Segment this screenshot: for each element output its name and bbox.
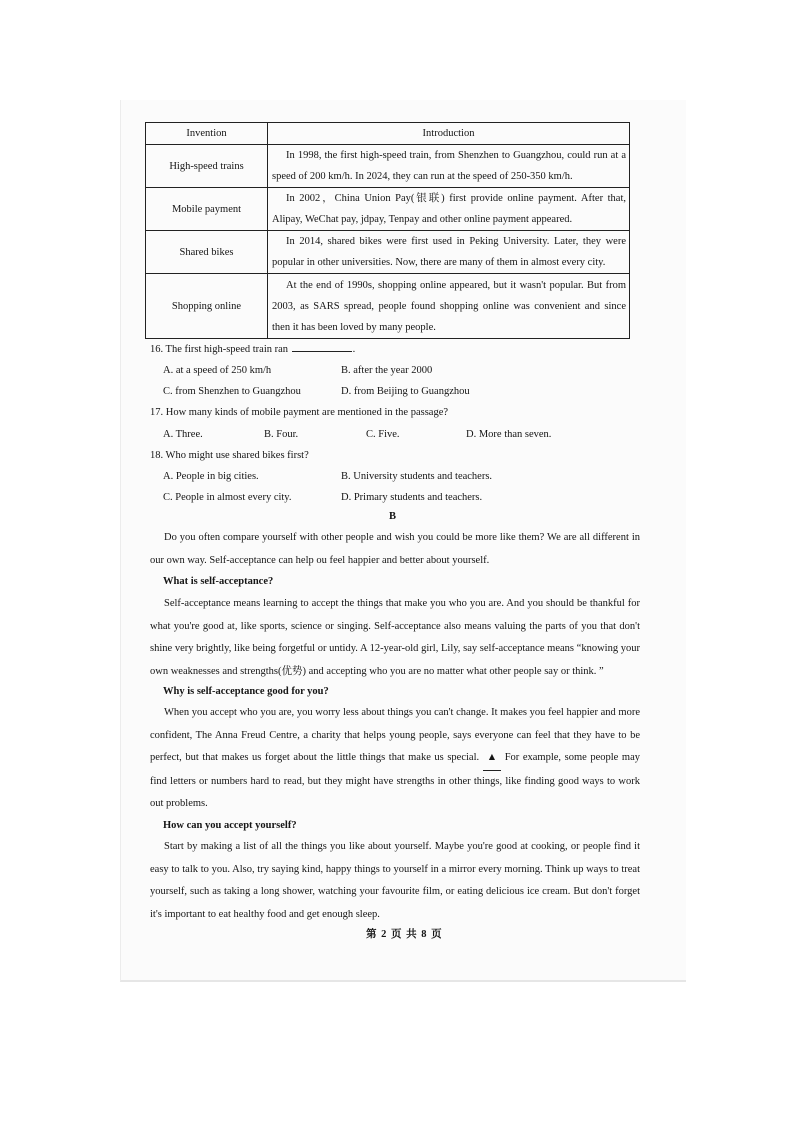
intro-paragraph [150,527,640,572]
option-b: B. after the year 2000 [341,365,433,376]
invention-name: Mobile payment [146,188,268,231]
paragraph-text: For example, some people may find letters or numbers hard to read, but they might have strengths in other things, like finding good ways to work out problems. [150,752,640,810]
paragraph-what-is [150,593,640,683]
intro-text: In 1998, the first high-speed train, from Shenzhen to Guangzhou, could run at a speed of 200 km/h. In 2024, they can run at the speed of 250-350 km/h. [272,150,626,182]
option-a: A. at a speed of 250 km/h [163,365,272,376]
intro-text: At the end of 1990s, shopping online appeared, but it wasn't popular. But from 2003, as SARS spread, people found shopping online was convenient and since then it has been loved by many people. [272,279,626,333]
option-b: B. Four. [264,429,299,440]
column-header-invention: Invention [146,123,268,145]
inventions-table [145,122,630,339]
invention-intro [268,274,630,339]
heading-what-is: What is self-acceptance? [163,576,274,587]
page-number: 第 2 页 共 8 页 [366,929,443,940]
table-row [146,188,630,231]
paragraph-text: Do you often compare yourself with other people and wish you could be more like them? We are all different in our own way. Self-acceptance can help ou feel happier and better about yourself. [150,532,640,566]
paragraph-why-good [150,702,640,816]
option-d: D. More than seven. [466,429,552,440]
option-c: C. Five. [366,429,400,440]
paragraph-text: Start by making a list of all the things you like about yourself. Maybe you're good at cooking, or people find it easy to talk to you. Also, try saying kind, happy things to yourself in a mirror every morning. Think up ways to treat yourself, such as taking a long shower, watching your favourite film, or eating delicious ice cream. But don't forget it's important to eat healthy food and get enough sleep. [150,841,640,920]
option-a: A. Three. [163,429,203,440]
answer-blank [292,342,352,352]
table-row [146,231,630,274]
question-stem: 16. The first high-speed train ran [150,344,289,355]
invention-name: Shopping online [146,274,268,339]
table-row [146,145,630,188]
question-stem-end: . [352,344,356,355]
column-header-introduction: Introduction [268,123,630,145]
invention-intro [268,231,630,274]
option-b: B. University students and teachers. [341,471,493,482]
section-label: B [389,511,397,522]
option-a: A. People in big cities. [163,471,259,482]
option-d: D. from Beijing to Guangzhou [341,386,470,397]
option-c: C. from Shenzhen to Guangzhou [163,386,301,397]
intro-text: In 2002，China Union Pay(银联) first provide online payment. After that, Alipay, WeChat pay, jdpay, Tenpay and other online payment appeared. [272,193,626,225]
paragraph-text: When you accept who you are, you worry less about things you can't change. It makes you feel happier and more confident, The Anna Freud Centre, a charity that helps young people, says everyone can feel that they have to be perfect, but that makes us forget about the little things that make us special. [150,707,640,764]
question-17: 17. How many kinds of mobile payment are mentioned in the passage? [150,407,449,418]
question-18: 18. Who might use shared bikes first? [150,450,309,461]
heading-how-accept: How can you accept yourself? [163,820,297,831]
table-header-row [146,123,630,145]
blank-triangle-marker: ▲ [483,747,501,771]
invention-intro [268,188,630,231]
option-c: C. People in almost every city. [163,492,292,503]
option-d: D. Primary students and teachers. [341,492,483,503]
invention-name: High-speed trains [146,145,268,188]
question-16 [150,342,640,357]
table-row [146,274,630,339]
intro-text: In 2014, shared bikes were first used in Peking University. Later, they were popular in other universities. Now, there are many of them in almost every city. [272,236,626,268]
paragraph-how-accept [150,836,640,926]
heading-why-good: Why is self-acceptance good for you? [163,686,329,697]
invention-intro [268,145,630,188]
paragraph-text: Self-acceptance means learning to accept the things that make you who you are. And you should be thankful for what you're good at, like sports, science or singing. Self-acceptance also means valuing the parts of you that don't shine very brightly, like being forgetful or untidy. A 12-year-old girl, Lily, say self-acceptance means “knowing your own weaknesses and strengths(优势) and accepting who you are no matter what other people say or think. ” [150,598,640,677]
invention-name: Shared bikes [146,231,268,274]
